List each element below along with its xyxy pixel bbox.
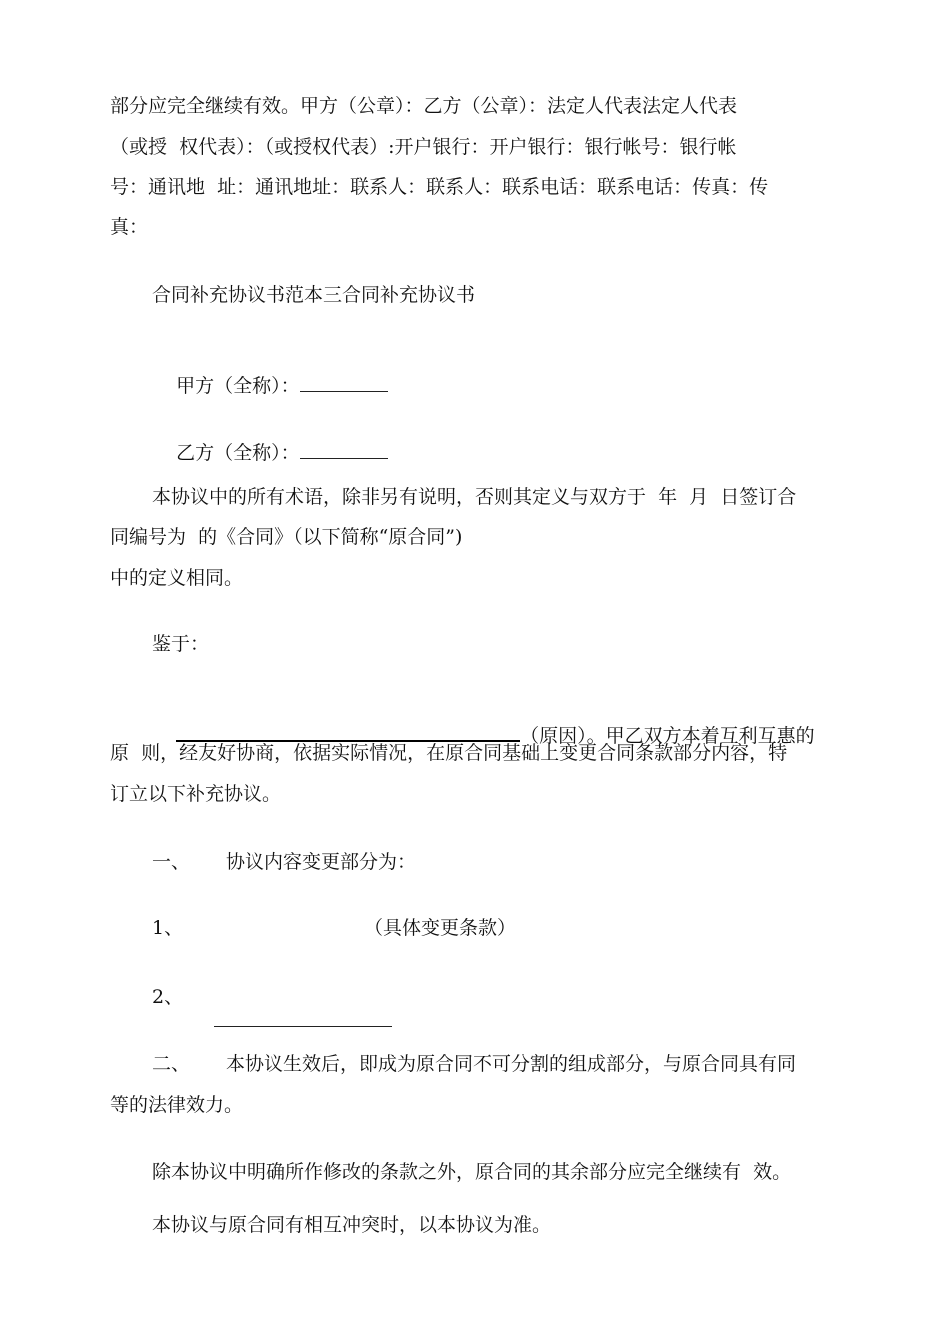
item-2-line bbox=[190, 985, 392, 1057]
item-1-number: 1、 bbox=[152, 917, 184, 939]
item-2-blank bbox=[214, 1026, 392, 1027]
reason-line-2: 原 则，经友好协商，依据实际情况，在原合同基础上变更合同条款部分内容，特 bbox=[110, 742, 788, 764]
reason-line-3: 订立以下补充协议。 bbox=[110, 783, 282, 805]
intro-line-1: 部分应完全继续有效。甲方（公章）：乙方（公章）：法定人代表法定人代表 bbox=[110, 95, 738, 117]
section-2-number: 二、 bbox=[152, 1053, 191, 1075]
intro-line-3: 号：通讯地 址：通讯地址：联系人：联系人：联系电话：联系电话：传真：传 bbox=[110, 176, 769, 198]
section-1-number: 一、 bbox=[152, 851, 191, 873]
party-b-blank bbox=[300, 458, 388, 459]
whereas-label: 鉴于： bbox=[152, 633, 210, 655]
item-2-number: 2、 bbox=[152, 986, 184, 1008]
terms-line-2: 同编号为 的《合同》（以下简称“原合同”) bbox=[110, 526, 463, 548]
intro-line-2: （或授 权代表）：（或授权代表）:开户银行：开户银行：银行帐号：银行帐 bbox=[110, 136, 737, 158]
party-a-line bbox=[152, 350, 388, 422]
section-1-text: 协议内容变更部分为： bbox=[226, 851, 417, 873]
remaining-clause-paragraph: 除本协议中明确所作修改的条款之外，原合同的其余部分应完全继续有 效。 bbox=[152, 1161, 792, 1183]
terms-line-1: 本协议中的所有术语，除非另有说明，否则其定义与双方于 年 月 日签订合 bbox=[152, 486, 797, 508]
party-a-blank bbox=[300, 391, 388, 392]
party-b-label: 乙方（全称）： bbox=[176, 442, 300, 464]
reason-tail: （原因）。甲乙双方本着互利互惠的 bbox=[520, 725, 815, 747]
conflict-clause-paragraph: 本协议与原合同有相互冲突时，以本协议为准。 bbox=[152, 1214, 552, 1236]
party-b-line bbox=[152, 417, 388, 489]
document-heading: 合同补充协议书范本三合同补充协议书 bbox=[152, 284, 476, 306]
section-2-line-2: 等的法律效力。 bbox=[110, 1094, 244, 1116]
section-2-text: 本协议生效后，即成为原合同不可分割的组成部分，与原合同具有同 bbox=[226, 1053, 797, 1075]
intro-line-4: 真： bbox=[110, 216, 149, 238]
terms-line-3: 中的定义相同。 bbox=[110, 567, 244, 589]
party-a-label: 甲方（全称）： bbox=[176, 375, 300, 397]
item-1-text: （具体变更条款） bbox=[364, 917, 517, 939]
